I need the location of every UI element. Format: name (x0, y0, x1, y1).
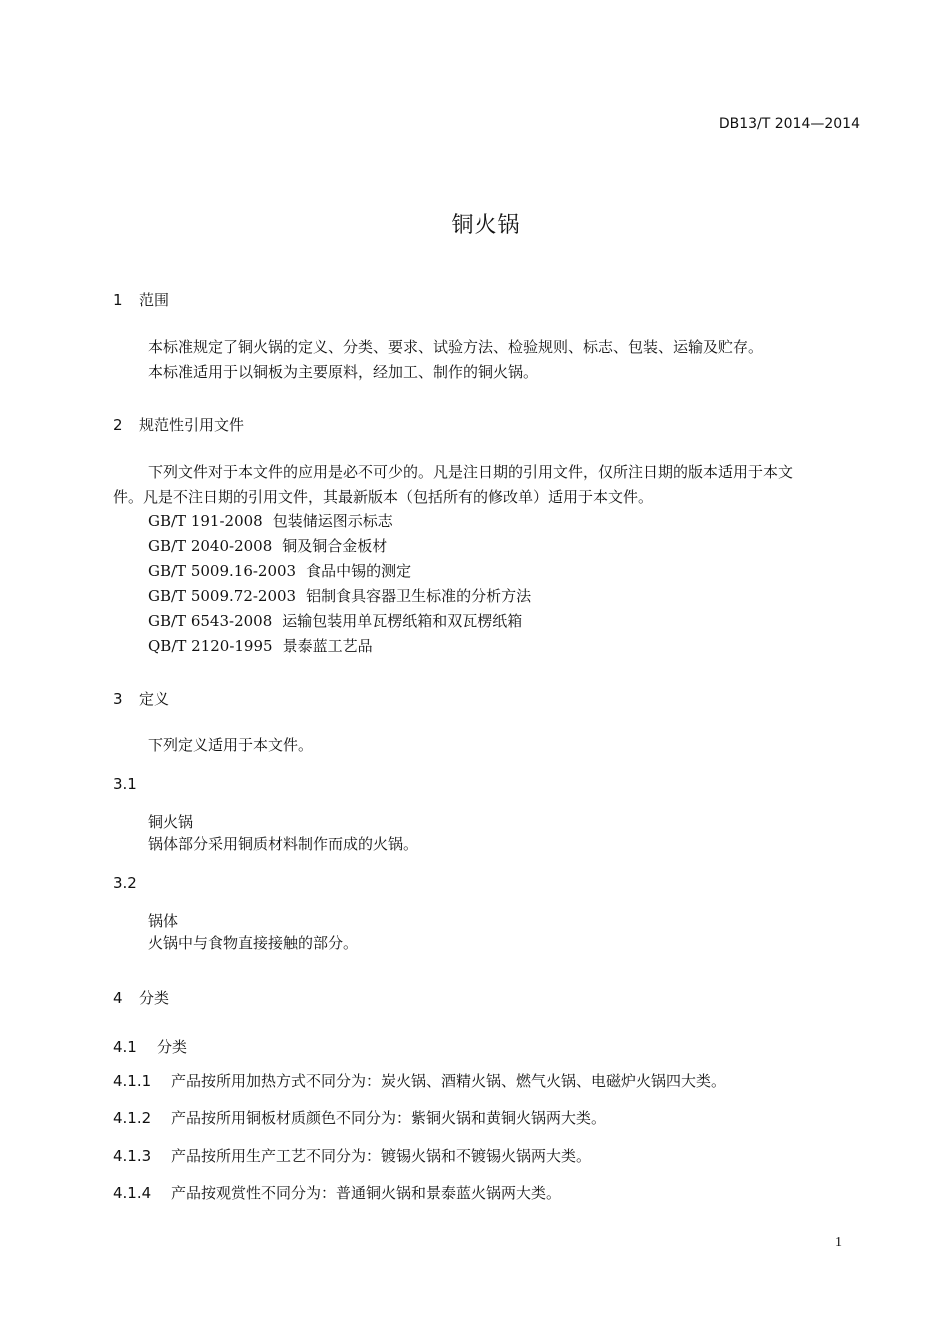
clause-item (113, 1069, 726, 1094)
reference-item (148, 559, 411, 584)
clause-item (113, 1144, 591, 1169)
definition-text: 锅体部分采用铜质材料制作而成的火锅。 (148, 835, 419, 853)
definition-term: 锅体 (148, 912, 179, 930)
reference-title: 铝制食具容器卫生标准的分析方法 (306, 587, 532, 605)
section-title: 分类 (139, 989, 170, 1007)
clause-text: 产品按观赏性不同分为：普通铜火锅和景泰蓝火锅两大类。 (171, 1184, 562, 1202)
clause-number: 4.1.3 (113, 1147, 152, 1165)
reference-item (148, 584, 531, 609)
subsection-title: 分类 (157, 1038, 188, 1056)
reference-item (148, 534, 387, 559)
reference-code: GB/T 6543-2008 (148, 612, 273, 630)
reference-item (148, 634, 373, 659)
reference-item (148, 509, 393, 534)
clause-number: 4.1.1 (113, 1072, 152, 1090)
paragraph: 本标准规定了铜火锅的定义、分类、要求、试验方法、检验规则、标志、包装、运输及贮存。 (148, 338, 764, 356)
section-number: 1 (113, 291, 123, 309)
reference-code: GB/T 2040-2008 (148, 537, 273, 555)
subsection-heading (113, 1036, 187, 1057)
paragraph: 本标准适用于以铜板为主要原料，经加工、制作的铜火锅。 (148, 363, 539, 381)
reference-title: 食品中锡的测定 (306, 562, 412, 580)
document-code: DB13/T 2014—2014 (718, 116, 860, 132)
reference-code: QB/T 2120-1995 (148, 637, 273, 655)
paragraph-continuation: 件。凡是不注日期的引用文件，其最新版本（包括所有的修改单）适用于本文件。 (113, 488, 654, 506)
subsection-number: 4.1 (113, 1038, 137, 1056)
section-heading-4 (113, 987, 169, 1008)
section-number: 4 (113, 989, 123, 1007)
clause-number: 4.1.2 (113, 1109, 152, 1127)
clause-text: 产品按所用铜板材质颜色不同分为：紫铜火锅和黄铜火锅两大类。 (171, 1109, 607, 1127)
section-number: 3 (113, 690, 123, 708)
section-title: 范围 (139, 291, 170, 309)
section-heading-1 (113, 289, 169, 310)
definition-text: 火锅中与食物直接接触的部分。 (148, 934, 359, 952)
reference-code: GB/T 191-2008 (148, 512, 263, 530)
reference-code: GB/T 5009.16-2003 (148, 562, 297, 580)
section-heading-3 (113, 688, 169, 709)
section-number: 2 (113, 416, 123, 434)
section-heading-2 (113, 414, 244, 435)
section-title: 规范性引用文件 (139, 416, 245, 434)
reference-title: 铜及铜合金板材 (282, 537, 388, 555)
definition-term: 铜火锅 (148, 813, 194, 831)
definition-number: 3.2 (113, 874, 137, 892)
clause-item (113, 1106, 606, 1131)
reference-item (148, 609, 522, 634)
reference-title: 运输包装用单瓦楞纸箱和双瓦楞纸箱 (282, 612, 523, 630)
clause-item (113, 1181, 561, 1206)
reference-code: GB/T 5009.72-2003 (148, 587, 297, 605)
clause-text: 产品按所用加热方式不同分为：炭火锅、酒精火锅、燃气火锅、电磁炉火锅四大类。 (171, 1072, 727, 1090)
reference-title: 包装储运图示标志 (272, 512, 393, 530)
section-title: 定义 (139, 690, 170, 708)
paragraph: 下列定义适用于本文件。 (148, 736, 314, 754)
paragraph: 下列文件对于本文件的应用是必不可少的。凡是注日期的引用文件，仅所注日期的版本适用于本文 (148, 463, 794, 481)
document-title: 铜火锅 (451, 213, 521, 238)
page-number: 1 (835, 1235, 842, 1250)
definition-number: 3.1 (113, 775, 137, 793)
clause-text: 产品按所用生产工艺不同分为：镀锡火锅和不镀锡火锅两大类。 (171, 1147, 592, 1165)
reference-title: 景泰蓝工艺品 (282, 637, 373, 655)
clause-number: 4.1.4 (113, 1184, 152, 1202)
